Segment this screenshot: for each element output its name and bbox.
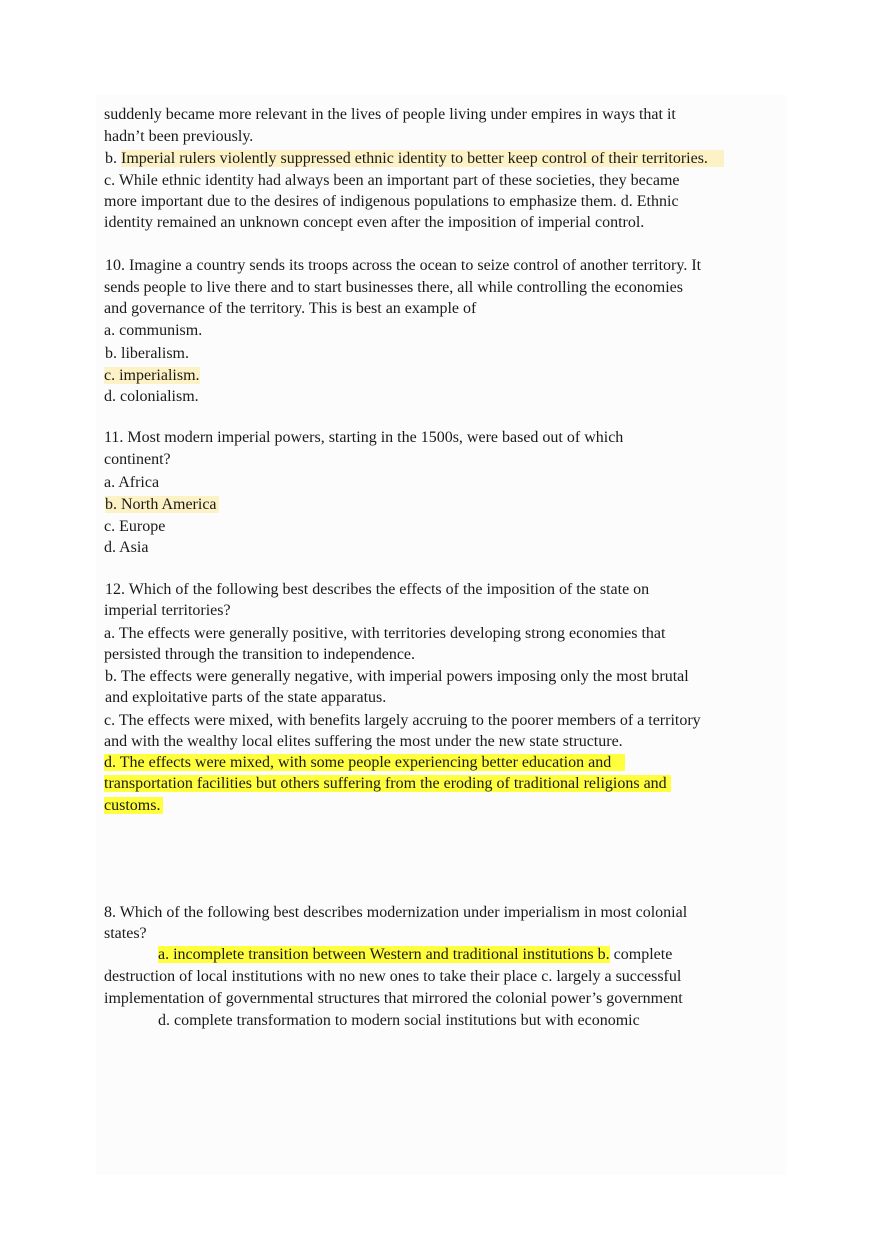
q12-option-d-line-1 <box>104 752 625 773</box>
q12-option-d-highlight-3: customs. <box>104 797 163 814</box>
q12-option-d-highlight-1: d. The effects were mixed, with some people experiencing better education and <box>104 754 625 771</box>
q11-line-1: 11. Most modern imperial powers, starting in the 1500s, were based out of which <box>104 429 624 446</box>
q12-option-b-line-2: and exploitative parts of the state apparatus. <box>105 689 387 706</box>
q10-line-3: and governance of the territory. This is best an example of <box>104 300 477 317</box>
q10-option-b: b. liberalism. <box>105 345 189 362</box>
q11-option-d: d. Asia <box>104 539 149 556</box>
q12-option-d-line-3 <box>104 795 163 816</box>
q10-line-1: 10. Imagine a country sends its troops across the ocean to seize control of another territory. It <box>105 257 702 274</box>
q11-option-b-highlight: b. North America <box>105 496 217 513</box>
q12-option-a-line-2: persisted through the transition to independence. <box>104 646 416 663</box>
q8-option-a <box>158 944 672 965</box>
q10-option-d: d. colonialism. <box>104 388 199 405</box>
q10-option-c <box>104 365 200 386</box>
q8-line-2: states? <box>104 925 147 942</box>
q8-line-6: d. complete transformation to modern social institutions but with economic <box>158 1012 640 1029</box>
q9-option-b <box>105 148 724 169</box>
q9-option-c-line-2: more important due to the desires of indigenous populations to emphasize them. d. Ethnic <box>104 193 679 210</box>
q12-option-d-line-2 <box>104 773 671 794</box>
q8-option-a-rest: complete <box>609 946 673 963</box>
q11-line-2: continent? <box>104 451 171 468</box>
q12-option-b-line-1: b. The effects were generally negative, with imperial powers imposing only the most brutal <box>105 668 689 685</box>
q12-option-a-line-1: a. The effects were generally positive, with territories developing strong economies that <box>104 625 666 642</box>
q12-option-c-line-1: c. The effects were mixed, with benefits largely accruing to the poorer members of a territory <box>104 712 701 729</box>
q8-line-1: 8. Which of the following best describes modernization under imperialism in most colonial <box>104 904 688 921</box>
q12-option-c-line-2: and with the wealthy local elites suffering the most under the new state structure. <box>104 733 623 750</box>
q10-line-2: sends people to live there and to start businesses there, all while controlling the economies <box>104 279 683 296</box>
q9-option-c-line-1: c. While ethnic identity had always been an important part of these societies, they became <box>104 172 680 189</box>
q12-line-2: imperial territories? <box>104 602 231 619</box>
q12-line-1: 12. Which of the following best describes the effects of the imposition of the state on <box>105 581 650 598</box>
q9-line-2: hadn’t been previously. <box>104 128 254 145</box>
q11-option-a: a. Africa <box>104 474 160 491</box>
q9-option-b-prefix: b. <box>105 150 121 167</box>
q11-option-b <box>105 494 219 515</box>
q9-option-b-highlight: Imperial rulers violently suppressed ethnic identity to better keep control of their territories. <box>121 150 724 167</box>
q9-line-1: suddenly became more relevant in the lives of people living under empires in ways that it <box>104 106 676 123</box>
q8-option-a-highlight: a. incomplete transition between Western and traditional institutions b. <box>158 946 610 963</box>
q8-line-5: implementation of governmental structures that mirrored the colonial power’s government <box>104 990 683 1007</box>
q8-line-4: destruction of local institutions with no new ones to take their place c. largely a successful <box>104 968 682 985</box>
q12-option-d-highlight-2: transportation facilities but others suffering from the eroding of traditional religions and <box>104 775 671 792</box>
q10-option-c-highlight: c. imperialism. <box>104 367 200 384</box>
q10-option-a: a. communism. <box>104 322 203 339</box>
q11-option-c: c. Europe <box>104 518 166 535</box>
q9-option-c-line-3: identity remained an unknown concept even after the imposition of imperial control. <box>104 214 645 231</box>
